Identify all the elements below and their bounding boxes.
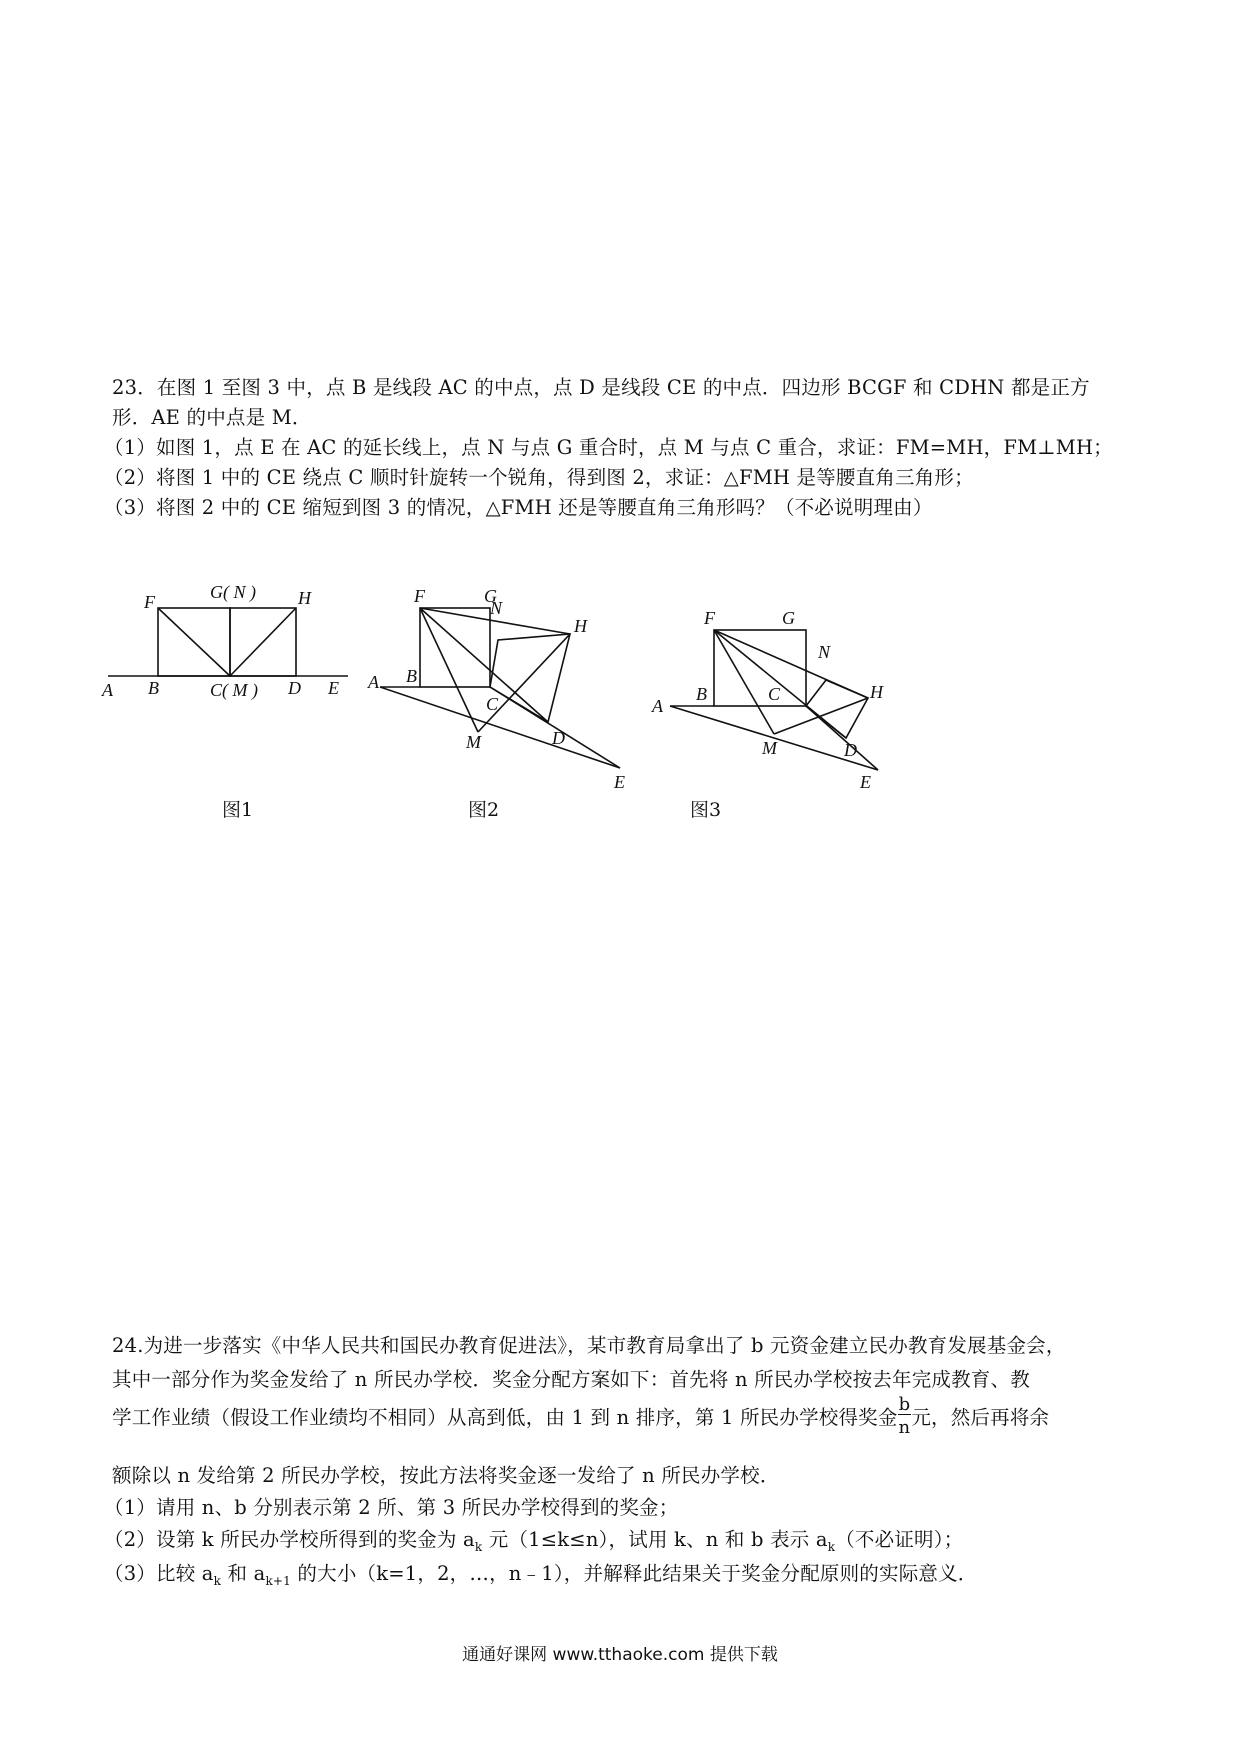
fig3-label-g: G [782, 608, 795, 628]
figure-2-caption: 图2 [468, 799, 500, 821]
q24-part2-c: （不必证明）； [835, 1528, 964, 1551]
fig1-label-cm: C( M ) [210, 680, 258, 700]
fig2-label-b: B [406, 666, 417, 686]
q24-line1: 24.为进一步落实《中华人民共和国民办教育促进法》，某市教育局拿出了 b 元资金建立民办教育发展基金会， [112, 1334, 1066, 1357]
q24-line2: 其中一部分作为奖金发给了 n 所民办学校．奖金分配方案如下：首先将 n 所民办学校按去年完成教育、教 [112, 1368, 1030, 1391]
q24-part3-c: 的大小（k=1，2，…，n﹣1），并解释此结果关于奖金分配原则的实际意义． [291, 1562, 978, 1585]
q24-line4: 额除以 n 发给第 2 所民办学校，按此方法将奖金逐一发给了 n 所民办学校． [112, 1464, 780, 1487]
fraction-denominator: n [898, 1417, 911, 1438]
subscript-k-plus-1: k+1 [265, 1573, 292, 1588]
fig2-segment-fm [420, 608, 478, 732]
q23-line1: 23．在图 1 至图 3 中，点 B 是线段 AC 的中点，点 D 是线段 CE 的中点．四边形 BCGF 和 CDHN 都是正方 [112, 376, 1090, 399]
fig3-segment-mh [774, 698, 868, 734]
fig2-label-f: F [414, 586, 425, 606]
figure-1 [100, 570, 360, 710]
q24-part3-a: （3）比较 a [104, 1562, 214, 1585]
fig1-segment-mh [230, 608, 296, 676]
fig2-label-m: M [466, 732, 481, 752]
fig3-segment-fh [714, 630, 868, 698]
fig1-label-f: F [144, 592, 155, 612]
fig1-label-h: H [298, 588, 311, 608]
q24-part2-a: （2）设第 k 所民办学校所得到的奖金为 a [104, 1528, 475, 1551]
fig2-segment-mh [478, 634, 570, 732]
fig1-label-a: A [102, 680, 113, 700]
q24-part2 [104, 1524, 963, 1554]
fig1-label-gn: G( N ) [210, 582, 256, 602]
fig1-segment-fm [158, 608, 230, 676]
fig2-label-g: G [484, 586, 497, 606]
fig2-label-c: C [486, 694, 499, 714]
fig3-square-cdhn [806, 680, 868, 738]
fig3-label-n: N [818, 642, 831, 662]
fig2-label-e: E [614, 772, 625, 792]
fig2-square-bcgf [420, 608, 490, 687]
q24-part3 [104, 1558, 978, 1588]
fraction-numerator: b [898, 1394, 911, 1415]
q24-line3-before: 学工作业绩（假设工作业绩均不相同）从高到低，由 1 到 n 排序，第 1 所民办学校得奖金 [112, 1406, 898, 1429]
q24-line3 [112, 1394, 1050, 1439]
fig2-label-a: A [368, 672, 379, 692]
q23-part1: （1）如图 1，点 E 在 AC 的延长线上，点 N 与点 G 重合时，点 M 与点 C 重合，求证：FM=MH，FM⊥MH； [104, 436, 1113, 459]
fig3-label-c: C [768, 684, 781, 704]
fig2-segment-ae [380, 687, 620, 768]
q23-line2: 形．AE 的中点是 M． [112, 406, 312, 429]
page-footer: 通通好课网 www.tthaoke.com 提供下载 [462, 1645, 778, 1665]
figure-3-caption: 图3 [690, 799, 722, 821]
fig1-label-d: D [288, 678, 301, 698]
q24-part3-b: 和 a [221, 1562, 266, 1585]
fig3-label-m: M [762, 738, 777, 758]
fig3-label-e: E [860, 772, 871, 792]
fig3-label-a: A [652, 696, 663, 716]
fig2-label-n: N [490, 598, 503, 618]
q24-line3-after: 元，然后再将余 [911, 1406, 1050, 1429]
fig3-label-f: F [704, 608, 715, 628]
fraction-b-over-n [898, 1396, 912, 1437]
figure-1-caption: 图1 [222, 799, 254, 821]
fig2-label-h: H [574, 616, 587, 636]
subscript-k: k [474, 1539, 483, 1554]
q24-part2-b: 元（1≤k≤n），试用 k、n 和 b 表示 a [482, 1528, 828, 1551]
fig3-label-d: D [844, 740, 857, 760]
figure-2 [370, 582, 650, 792]
q23-part3: （3）将图 2 中的 CE 缩短到图 3 的情况，△FMH 还是等腰直角三角形吗？（不必说明理由） [104, 496, 933, 519]
fig1-label-b: B [148, 678, 159, 698]
fig2-label-d: D [552, 728, 565, 748]
fig1-label-e: E [328, 678, 339, 698]
subscript-k: k [213, 1573, 222, 1588]
fig3-segment-ce [806, 706, 878, 770]
fig3-segment-fm [714, 630, 774, 734]
fig3-label-h: H [870, 682, 883, 702]
subscript-k: k [827, 1539, 836, 1554]
fig2-segment-fd [420, 608, 548, 722]
fig3-label-b: B [696, 684, 707, 704]
q24-part1: （1）请用 n、b 分别表示第 2 所、第 3 所民办学校得到的奖金； [104, 1496, 679, 1519]
q23-part2: （2）将图 1 中的 CE 绕点 C 顺时针旋转一个锐角，得到图 2，求证：△FMH 是等腰直角三角形； [104, 466, 974, 489]
figure-3 [650, 600, 910, 800]
